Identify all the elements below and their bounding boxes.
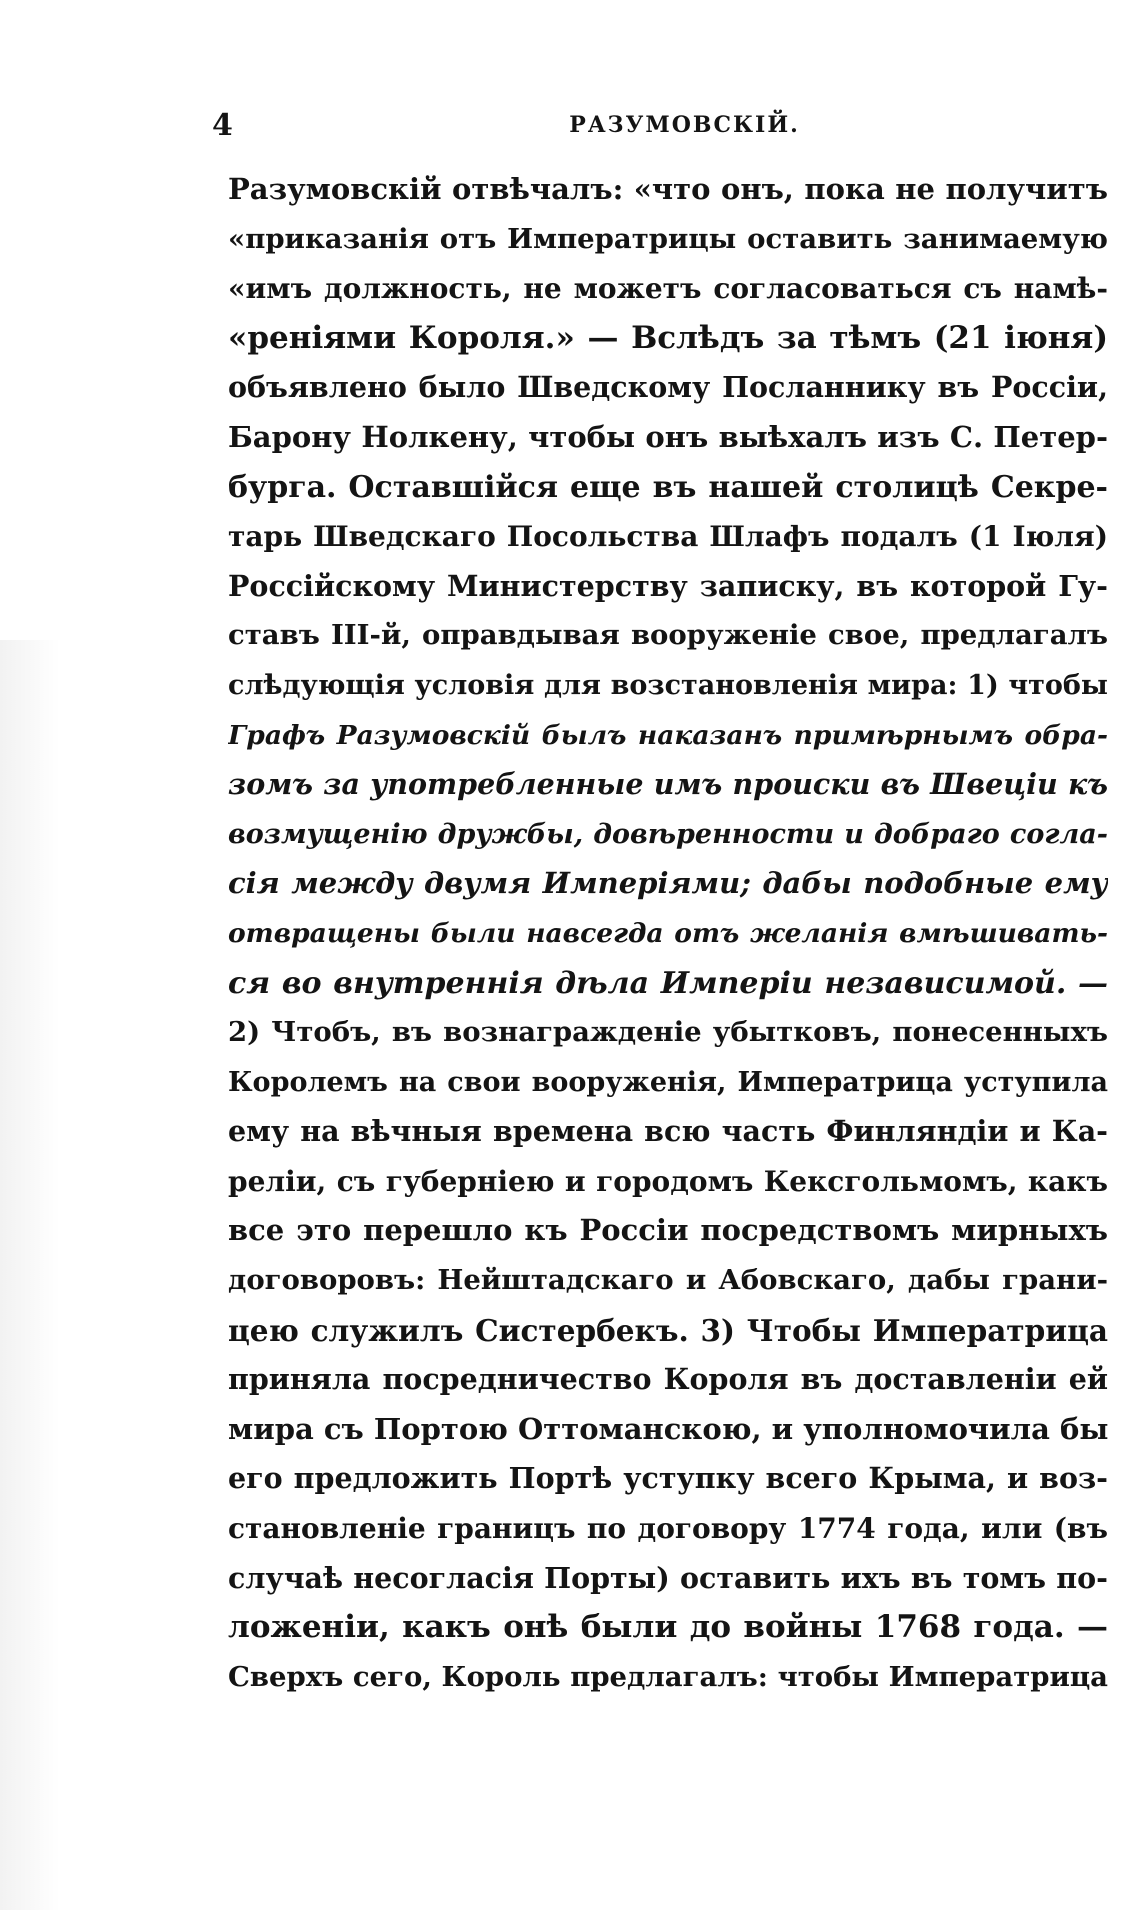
page-number: 4 <box>212 108 233 143</box>
text-line: «реніями Короля.» — Вслѣдъ за тѣмъ (21 іюня) <box>228 319 1108 356</box>
text-line: Россійскому Министерству записку, въ которой Гу- <box>228 568 1108 603</box>
text-line: «имъ должность, не можетъ согласоваться съ намѣ- <box>228 272 1108 306</box>
text-line: его предложить Портѣ уступку всего Крыма, и воз- <box>228 1461 1108 1496</box>
text-line: Разумовскій отвѣчалъ: «что онъ, пока не получитъ <box>228 172 1108 206</box>
text-line: сія между двумя Имперіями; дабы подобные ему <box>228 866 1108 901</box>
text-line: тарь Шведскаго Посольства Шлафъ подалъ (1 Іюля) <box>228 520 1108 554</box>
scan-edge-shadow <box>0 640 60 1910</box>
text-line: ложеніи, какъ онѣ были до войны 1768 года. — <box>228 1609 1108 1646</box>
text-line: бурга. Оставшійся еще въ нашей столицѣ Секре- <box>228 469 1108 505</box>
text-line: становленіе границъ по договору 1774 года, или (въ <box>228 1512 1108 1546</box>
running-head: РАЗУМОВСКІЙ. <box>569 112 800 138</box>
text-line: случаѣ несогласія Порты) оставить ихъ въ томъ по- <box>228 1560 1108 1595</box>
text-line: мира съ Портою Оттоманскою, и уполномочила бы <box>228 1411 1108 1446</box>
body-text <box>228 165 1108 1702</box>
text-line: Королемъ на свои вооруженія, Императрица уступила <box>228 1066 1108 1098</box>
text-line: приняла посредничество Короля въ доставленіи ей <box>228 1362 1108 1397</box>
text-line: «приказанія отъ Императрицы оставить занимаемую <box>228 222 1108 255</box>
text-line: договоровъ: Нейштадскаго и Абовскаго, дабы грани- <box>228 1264 1108 1297</box>
text-line: 2) Чтобъ, въ вознагражденіе убытковъ, понесенныхъ <box>228 1016 1108 1049</box>
page-header <box>212 108 1117 148</box>
text-line: слѣдующія условія для возстановленія мира: 1) чтобы <box>228 669 1108 701</box>
text-line: все это перешло къ Россіи посредствомъ мирныхъ <box>228 1213 1108 1248</box>
text-line: ему на вѣчныя времена всю часть Финляндіи и Ка- <box>228 1114 1108 1149</box>
text-line: объявлено было Шведскому Посланнику въ Россіи, <box>228 370 1108 405</box>
text-line: возмущенію дружбы, довѣренности и добраго согла- <box>228 818 1108 850</box>
text-line: реліи, съ губерніею и городомъ Кексгольмомъ, какъ <box>228 1164 1108 1198</box>
text-line: отвращены были навсегда отъ желанія вмѣшивать- <box>228 917 1108 949</box>
text-line: ся во внутреннія дѣла Имперіи независимой. — <box>228 965 1108 1001</box>
text-line: зомъ за употребленные имъ происки въ Швеціи къ <box>228 767 1108 802</box>
text-line: ставъ III-й, оправдывая вооруженіе свое, предлагалъ <box>228 619 1108 652</box>
text-line: цею служилъ Систербекъ. 3) Чтобы Императрица <box>228 1312 1108 1348</box>
text-line: Сверхъ сего, Король предлагалъ: чтобы Императрица <box>228 1660 1108 1693</box>
text-line: Барону Нолкену, чтобы онъ выѣхалъ изъ С. Петер- <box>228 419 1108 454</box>
text-line: Графъ Разумовскій былъ наказанъ примѣрнымъ обра- <box>228 719 1108 751</box>
